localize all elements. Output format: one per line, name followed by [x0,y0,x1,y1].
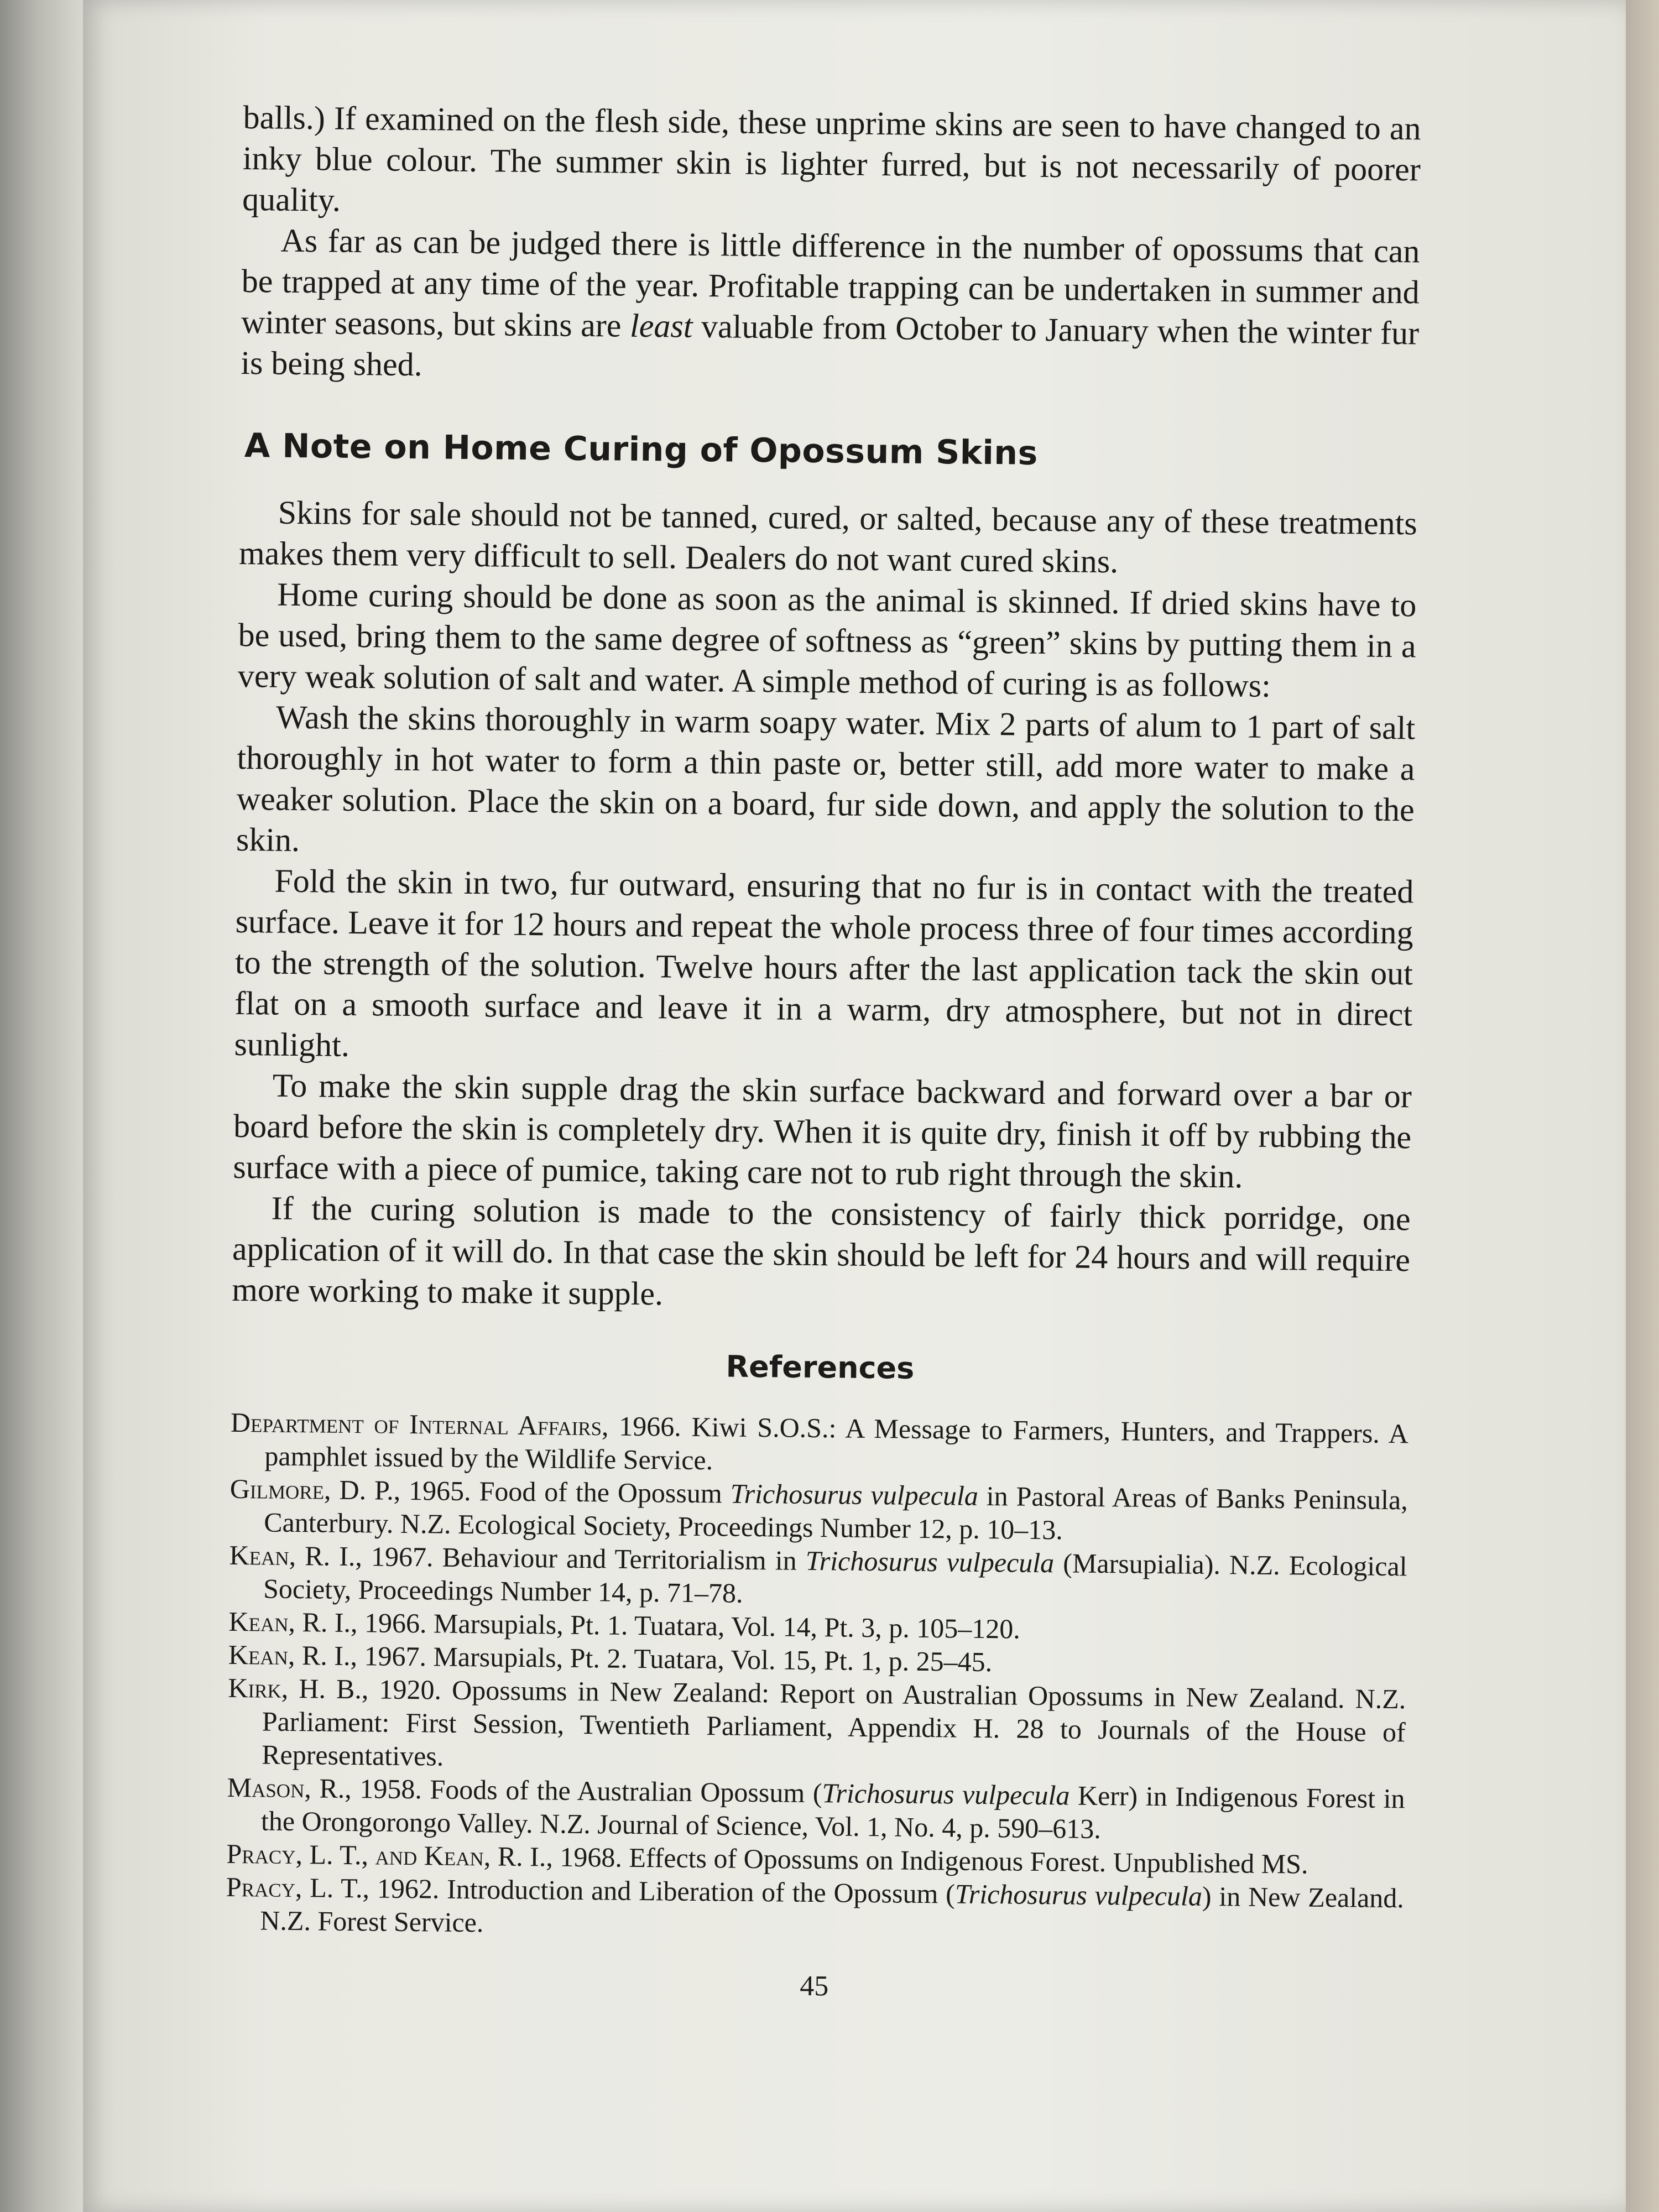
reference-text: 1966. Marsupials, Pt. 1. Tuatara, Vol. 14, Pt. 3, p. 105–120. [357,1607,1021,1645]
body-paragraph: If the curing solution is made to the consistency of fairly thick porridge, one application of it will do. In that case the skin should be left for 24 hours and will require more working to make it supple. [231,1190,1411,1312]
reference-entry [229,1538,1407,1616]
page-stack-edge [1626,0,1659,2212]
reference-text: 1962. Introduction and Liberation of the Opossum (Trichosurus vulpecula) in New Zealand. N.Z. Forest Service. [260,1872,1405,1938]
page-content [225,97,1421,2008]
reference-text: 1967. Behaviour and Territorialism in Trichosurus vulpecula (Marsupialia). N.Z. Ecological Society, Proceedings Number 14, p. 71–78. [263,1541,1407,1609]
reference-author: Kean, R. I., [229,1539,363,1572]
intro-paragraph: As far as can be judged there is little difference in the number of opossums that can be trapped at any time of the year. Profitable trapping can be undertaken in summer and winter seasons, but skins are least valuable from October to January when the winter fur is being shed. [241,222,1420,383]
body-paragraph: Fold the skin in two, fur outward, ensuring that no fur is in contact with the treated surface. Leave it for 12 hours and repeat the whole process three of four times according to the strength of the solution. Twelve hours after the last application tack the skin out flat on a smooth surface and leave it in a warm, dry atmosphere, but not in direct sunlight. [234,862,1414,1063]
reference-author: Kean, R. I., [228,1605,358,1639]
reference-text: 1958. Foods of the Australian Opossum (Trichosurus vulpecula Kerr) in Indigenous Forest in the Orongorongo Valley. N.Z. Journal of Science, Vol. 1, No. 4, p. 590–613. [260,1773,1405,1845]
reference-entry [227,1771,1405,1848]
body-paragraph: Skins for sale should not be tanned, cured, or salted, because any of these treatments makes them very difficult to sell. Dealers do not want cured skins. [238,494,1418,580]
reference-author: Kean, R. I., [228,1639,358,1672]
reference-entry [230,1406,1408,1483]
reference-entry [227,1671,1406,1782]
reference-text: 1920. Opossums in New Zealand: Report on Australian Opossums in New Zealand. N.Z. Parliament: First Session, Twentieth Parliament, Appendix H. 28 to Journals of the House of Representatives. [261,1673,1406,1772]
body-paragraph: Home curing should be done as soon as the animal is skinned. If dried skins have to be used, bring them to the same degree of softness as “green” skins by putting them in a very weak solution of salt and water. A simple method of curing is as follows: [237,576,1417,704]
body-paragraph: To make the skin supple drag the skin surface backward and forward over a bar or board before the skin is completely dry. When it is quite dry, finish it off by rubbing the surface with a piece of pumice, taking care not to rub right through the skin. [233,1067,1412,1195]
reference-author: Mason, R., [227,1771,352,1804]
intro-paragraph: balls.) If examined on the flesh side, these unprime skins are seen to have changed to an inky blue colour. The summer skin is lighter furred, but is not necessarily of poorer quality. [242,98,1421,218]
page-number: 45 [799,1970,829,2002]
reference-author: Pracy, L. T., [226,1871,370,1904]
reference-author: Kirk, H. B., [228,1672,369,1705]
body-paragraph: Wash the skins thoroughly in warm soapy water. Mix 2 parts of alum to 1 part of salt thoroughly in hot water to form a thin paste or, better still, add more water to make a weaker solution. Place the skin on a board, fur side down, and apply the solution to the skin. [236,698,1416,859]
reference-text: 1966. Kiwi S.O.S.: A Message to Farmers, Hunters, and Trappers. A pamphlet issued by the Wildlife Service. [264,1410,1409,1476]
reference-author: Pracy, L. T., and Kean, R. I., [226,1838,554,1872]
reference-list [226,1406,1408,1948]
section-heading: A Note on Home Curing of Opossum Skins [244,426,1039,473]
reference-author: Gilmore, D. P., [229,1473,401,1506]
reference-text: 1967. Marsupials, Pt. 2. Tuatara, Vol. 15, Pt. 1, p. 25–45. [357,1640,993,1678]
reference-author: Department of Internal Affairs, [230,1406,609,1442]
reference-entry [226,1870,1404,1948]
reference-text: 1965. Food of the Opossum Trichosurus vulpecula in Pastoral Areas of Banks Peninsula, Canterbury. N.Z. Ecological Society, Proceedings Number 12, p. 10–13. [263,1474,1408,1546]
reference-text: 1968. Effects of Opossums on Indigenous Forest. Unpublished MS. [552,1841,1308,1880]
facing-page-edge [0,0,83,2212]
references-heading: References [726,1349,915,1386]
reference-entry [229,1472,1408,1550]
